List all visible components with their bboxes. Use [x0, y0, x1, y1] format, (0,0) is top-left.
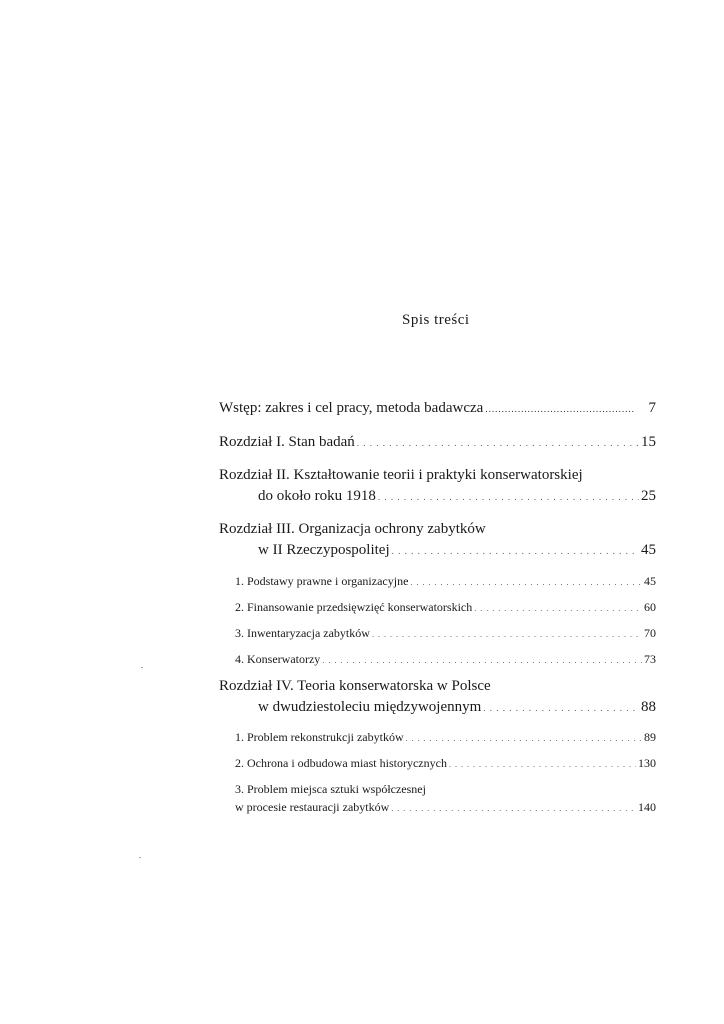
- toc-page-number: 45: [641, 542, 656, 558]
- dot-leader: [485, 404, 634, 414]
- dot-leader: [378, 492, 639, 502]
- toc-section: [219, 600, 656, 620]
- toc-page-number: 88: [641, 699, 656, 715]
- toc-entry-label: Rozdział I. Stan badań: [219, 434, 355, 450]
- dot-leader: [474, 604, 642, 613]
- toc-section: [219, 652, 656, 672]
- dot-leader: [449, 760, 636, 769]
- dot-leader: [392, 546, 639, 556]
- dot-leader: [410, 578, 642, 587]
- toc-entry-label-continued: w II Rzeczypospolitej: [258, 542, 390, 558]
- toc-entry-label-continued: w dwudziestoleciu międzywojennym: [258, 699, 482, 715]
- dot-leader: [406, 734, 642, 743]
- dot-leader: [357, 438, 639, 448]
- toc-entry-label: Rozdział IV. Teoria konserwatorska w Polsce: [219, 678, 491, 694]
- toc-page-number: 15: [641, 434, 656, 450]
- toc-section-label: 3. Problem miejsca sztuki współczesnej: [235, 782, 426, 796]
- toc-page-number: 25: [641, 488, 656, 504]
- toc-entry-intro: [219, 400, 656, 422]
- toc-page-number: 7: [648, 400, 656, 416]
- dot-leader: [391, 804, 636, 813]
- table-of-contents: [219, 400, 656, 820]
- page-title: Spis treści: [402, 312, 470, 328]
- toc-entry-continuation: [219, 488, 656, 510]
- toc-entry-label: Wstęp: zakres i cel pracy, metoda badawcza: [219, 400, 484, 416]
- toc-section-multiline: [219, 782, 656, 820]
- toc-page-number: 130: [638, 756, 656, 770]
- dot-leader: [483, 703, 639, 713]
- toc-section: [219, 626, 656, 646]
- toc-entry-chapter-4: [219, 678, 656, 721]
- toc-section-label: 1. Problem rekonstrukcji zabytków: [235, 730, 404, 744]
- toc-entry-continuation: [219, 542, 656, 564]
- scan-speck: [139, 857, 141, 858]
- toc-entry-chapter-2: [219, 467, 656, 510]
- toc-page-number: 70: [644, 626, 656, 640]
- toc-entry-label: Rozdział II. Kształtowanie teorii i praktyki konserwatorskiej: [219, 467, 583, 483]
- toc-section-label-continued: w procesie restauracji zabytków: [235, 800, 390, 814]
- toc-section-label: 2. Finansowanie przedsięwzięć konserwatorskich: [235, 600, 473, 614]
- toc-page-number: 140: [638, 800, 656, 814]
- toc-entry-chapter-1: [219, 434, 656, 456]
- toc-section: [219, 574, 656, 594]
- scan-speck: [141, 667, 143, 668]
- toc-page-number: 45: [644, 574, 656, 588]
- toc-section-label: 3. Inwentaryzacja zabytków: [235, 626, 370, 640]
- dot-leader: [372, 630, 642, 639]
- toc-entry-continuation: [219, 699, 656, 721]
- toc-section-label: 4. Konserwatorzy: [235, 652, 321, 666]
- toc-page-number: 89: [644, 730, 656, 744]
- toc-entry-label: Rozdział III. Organizacja ochrony zabytków: [219, 521, 486, 537]
- toc-entry-label-continued: do około roku 1918: [258, 488, 376, 504]
- toc-page-number: 60: [644, 600, 656, 614]
- toc-section-continuation: [219, 800, 656, 820]
- toc-section: [219, 756, 656, 776]
- toc-section: [219, 730, 656, 750]
- toc-section-label: 2. Ochrona i odbudowa miast historycznych: [235, 756, 447, 770]
- toc-page-number: 73: [644, 652, 656, 666]
- dot-leader: [322, 656, 642, 665]
- toc-entry-chapter-3: [219, 521, 656, 564]
- toc-section-label: 1. Podstawy prawne i organizacyjne: [235, 574, 409, 588]
